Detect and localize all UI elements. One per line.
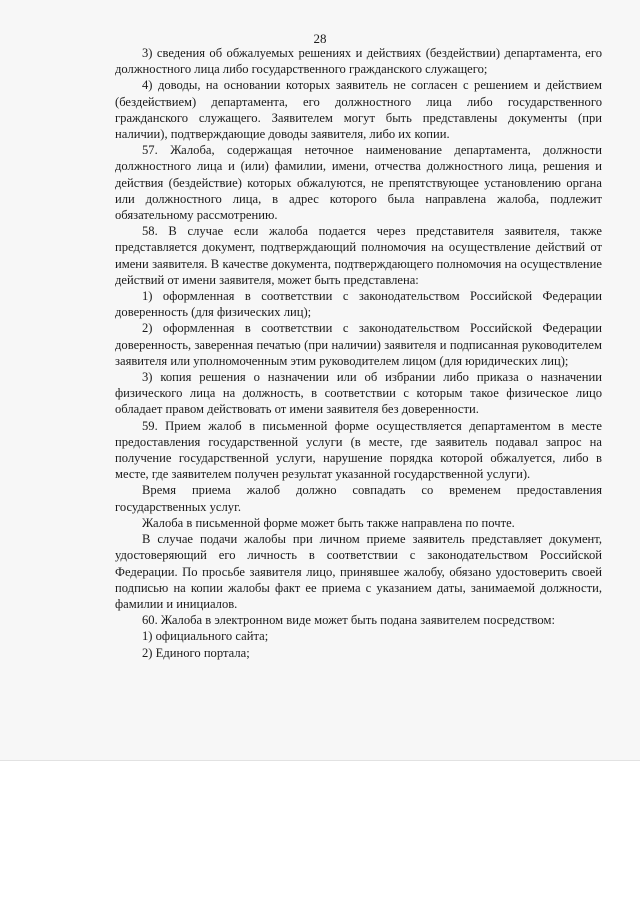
paragraph: 59. Прием жалоб в письменной форме осуществляется департаментом в месте предоставления государственной услуги (в месте, где заявитель подавал запрос на получение государственной услуги, нарушение порядка которой обжалуется, либо в месте, где заявителем получен результат указанной государственной услуги).: [115, 418, 602, 482]
paragraph: 58. В случае если жалоба подается через представителя заявителя, также представляется документ, подтверждающий полномочия на осуществление действий от имени заявителя. В качестве документа, подтверждающего полномочия на осуществление действий от имени заявителя, может быть представлена:: [115, 224, 602, 287]
paragraph: 3) сведения об обжалуемых решениях и действиях (бездействии) департамента, его должностного лица либо государственного гражданского служащего;: [115, 46, 602, 77]
page-number: 28: [313, 31, 327, 46]
paragraph: 3) копия решения о назначении или об избрании либо приказа о назначении физического лица на должность, в соответствии с которым такое физическое лицо обладает правом действовать от имени заявителя без доверенности.: [115, 370, 602, 417]
paragraph: 4) доводы, на основании которых заявитель не согласен с решением и действием (бездействием) департамента, его должностного лица либо государственного гражданского служащего. Заявителем могут быть представлены документы (при наличии), подтверждающие доводы заявителя, либо их копии.: [115, 78, 602, 142]
paragraph: 1) оформленная в соответствии с законодательством Российской Федерации доверенность (для физических лиц);: [115, 289, 602, 320]
paragraph: Время приема жалоб должно совпадать со временем предоставления государственных услуг.: [115, 483, 602, 514]
paragraph: 57. Жалоба, содержащая неточное наименование департамента, должности должностного лица и (или) фамилии, имени, отчества должностного лица, решения и действия (бездействие) которых обжалуются, не препятствующее установлению органа или должностного лица, в адрес которого была направлена жалоба, подлежит обязательному рассмотрению.: [115, 143, 602, 223]
paragraph: В случае подачи жалобы при личном приеме заявитель представляет документ, удостоверяющий его личность в соответствии с законодательством Российской Федерации. По просьбе заявителя лицо, принявшее жалобу, обязано удостоверить своей подписью на копии жалобы факт ее приема с указанием даты, занимаемой должности, фамилии и инициалов.: [115, 532, 602, 611]
document-body: [115, 45, 602, 661]
paragraph: 2) Единого портала;: [142, 645, 250, 660]
paragraph: 60. Жалоба в электронном виде может быть подана заявителем посредством:: [142, 613, 555, 628]
paragraph: 2) оформленная в соответствии с законодательством Российской Федерации доверенность, заверенная печатью (при наличии) заявителя и подписанная руководителем заявителя или уполномоченным этим руководителем лицом (для юридических лиц);: [115, 321, 602, 368]
paragraph: Жалоба в письменной форме может быть также направлена по почте.: [142, 515, 515, 530]
paragraph: 1) официального сайта;: [142, 629, 269, 644]
